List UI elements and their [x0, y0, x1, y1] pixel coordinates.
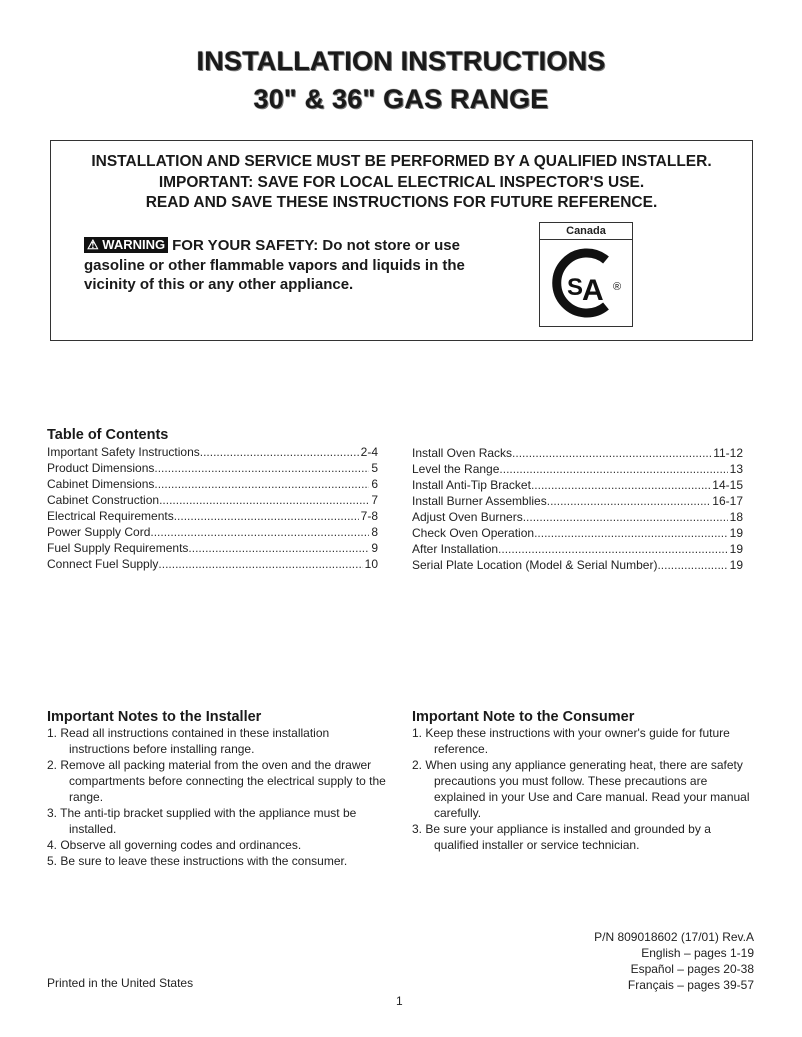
note-item: 1. Keep these instructions with your owner's guide for future reference. — [412, 726, 730, 756]
toc-entry — [412, 509, 743, 525]
toc-entry-label: After Installation — [412, 542, 499, 556]
toc-entry-label: Serial Plate Location (Model & Serial Number) — [412, 558, 658, 572]
table-of-contents — [47, 427, 378, 572]
notice-line-1: INSTALLATION AND SERVICE MUST BE PERFORMED BY A QUALIFIED INSTALLER. — [91, 153, 712, 170]
toc-entry-label: Install Oven Racks — [412, 446, 513, 460]
toc-dot-leader — [158, 556, 362, 572]
csa-country-label: Canada — [540, 223, 632, 240]
toc-entry-page: 14-15 — [712, 478, 743, 492]
warning-triangle-icon: ⚠ — [87, 237, 99, 252]
csa-logo-icon — [540, 240, 632, 326]
toc-entry-label: Cabinet Construction — [47, 493, 160, 507]
toc-dot-leader — [159, 492, 369, 508]
toc-entry-label: Product Dimensions — [47, 461, 155, 475]
toc-entry — [412, 541, 743, 557]
note-item: 5. Be sure to leave these instructions with the consumer. — [47, 854, 348, 868]
note-item: 3. The anti-tip bracket supplied with the appliance must be installed. — [47, 806, 357, 836]
note-item: 3. Be sure your appliance is installed and grounded by a qualified installer or service technician. — [412, 822, 711, 852]
toc-entry — [412, 525, 743, 541]
toc-entry-page: 19 — [729, 558, 743, 572]
toc-entry — [47, 460, 378, 476]
toc-dot-leader — [498, 541, 728, 557]
toc-entry-label: Cabinet Dimensions — [47, 477, 155, 491]
toc-entry-label: Install Anti-Tip Bracket — [412, 478, 531, 492]
toc-entry-page: 5 — [371, 461, 378, 475]
svg-text:®: ® — [613, 281, 622, 293]
toc-entry — [47, 492, 378, 508]
svg-text:S: S — [567, 274, 584, 301]
toc-entry-page: 11-12 — [713, 446, 743, 460]
toc-entry — [412, 445, 743, 461]
note-item: 2. Remove all packing material from the oven and the drawer compartments before connecting the electrical supply to the range. — [47, 758, 386, 804]
notice-box — [50, 140, 753, 341]
toc-entry — [47, 540, 378, 556]
warning-statement — [84, 236, 504, 295]
toc-entry-page: 19 — [729, 526, 743, 540]
toc-entry-page: 6 — [371, 477, 378, 491]
toc-entry-page: 18 — [729, 510, 743, 524]
csa-certification — [539, 222, 633, 327]
note-item: 4. Observe all governing codes and ordinances. — [47, 838, 302, 852]
toc-entry-label: Important Safety Instructions — [47, 445, 200, 459]
toc-dot-leader — [174, 508, 359, 524]
consumer-notes — [412, 709, 757, 853]
toc-dot-leader — [150, 524, 369, 540]
toc-entry-page: 7-8 — [360, 509, 378, 523]
installer-heading: Important Notes to the Installer — [47, 709, 262, 725]
footer-info — [594, 929, 754, 993]
toc-entry — [47, 444, 378, 460]
english-pages: English – pages 1-19 — [641, 946, 754, 960]
toc-dot-leader — [547, 493, 711, 509]
toc-dot-leader — [499, 461, 727, 477]
consumer-heading: Important Note to the Consumer — [412, 709, 635, 725]
toc-entry-page: 10 — [364, 557, 378, 571]
toc-entry — [412, 557, 743, 573]
toc-dot-leader — [523, 509, 728, 525]
toc-entry-page: 13 — [729, 462, 743, 476]
toc-entry-page: 19 — [729, 542, 743, 556]
toc-dot-leader — [154, 476, 369, 492]
toc-heading: Table of Contents — [47, 427, 169, 443]
warning-text: FOR YOUR SAFETY: Do not store or use gasoline or other flammable vapors and liquids in the vicinity of this or any other appliance. — [84, 237, 465, 293]
toc-entry-label: Connect Fuel Supply — [47, 557, 159, 571]
toc-entry-label: Electrical Requirements — [47, 509, 174, 523]
notice-line-2: IMPORTANT: SAVE FOR LOCAL ELECTRICAL INSPECTOR'S USE. — [158, 174, 645, 191]
toc-dot-leader — [534, 525, 728, 541]
spanish-pages: Español – pages 20-38 — [630, 962, 754, 976]
warning-badge: ⚠ WARNING — [84, 237, 168, 253]
svg-text:A: A — [582, 274, 604, 307]
toc-entry-page: 2-4 — [360, 445, 378, 459]
printed-in: Printed in the United States — [47, 976, 194, 990]
toc-entry — [412, 477, 743, 493]
toc-entry-page: 7 — [371, 493, 378, 507]
toc-entry — [47, 556, 378, 572]
toc-entry-label: Check Oven Operation — [412, 526, 535, 540]
toc-entry — [412, 461, 743, 477]
toc-entry — [47, 508, 378, 524]
installer-notes — [47, 709, 392, 869]
title-line-1: INSTALLATION INSTRUCTIONS — [196, 46, 606, 76]
toc-entry-page: 8 — [371, 525, 378, 539]
page-number: 1 — [396, 994, 403, 1008]
toc-entry-label: Adjust Oven Burners — [412, 510, 523, 524]
toc-entry — [412, 493, 743, 509]
toc-entry — [47, 476, 378, 492]
title-line-2: 30" & 36" GAS RANGE — [253, 84, 549, 114]
toc-entry-page: 9 — [371, 541, 378, 555]
toc-entry-page: 16-17 — [712, 494, 743, 508]
toc-entry-label: Install Burner Assemblies — [412, 494, 547, 508]
part-number: P/N 809018602 (17/01) Rev.A — [594, 930, 754, 944]
toc-dot-leader — [531, 477, 710, 493]
toc-dot-leader — [154, 460, 369, 476]
toc-dot-leader — [657, 557, 727, 573]
notice-line-3: READ AND SAVE THESE INSTRUCTIONS FOR FUTURE REFERENCE. — [145, 194, 658, 211]
toc-entry-label: Fuel Supply Requirements — [47, 541, 189, 555]
toc-dot-leader — [512, 445, 711, 461]
toc-entry-label: Power Supply Cord — [47, 525, 151, 539]
note-item: 1. Read all instructions contained in these installation instructions before installing range. — [47, 726, 330, 756]
toc-entry-label: Level the Range — [412, 462, 500, 476]
note-item: 2. When using any appliance generating heat, there are safety precautions you must follow. These precautions are explained in your Use and Care manual. Read your manual carefully. — [412, 758, 750, 820]
toc-dot-leader — [188, 540, 369, 556]
toc-dot-leader — [200, 444, 359, 460]
french-pages: Français – pages 39-57 — [627, 978, 754, 992]
toc-entry — [47, 524, 378, 540]
